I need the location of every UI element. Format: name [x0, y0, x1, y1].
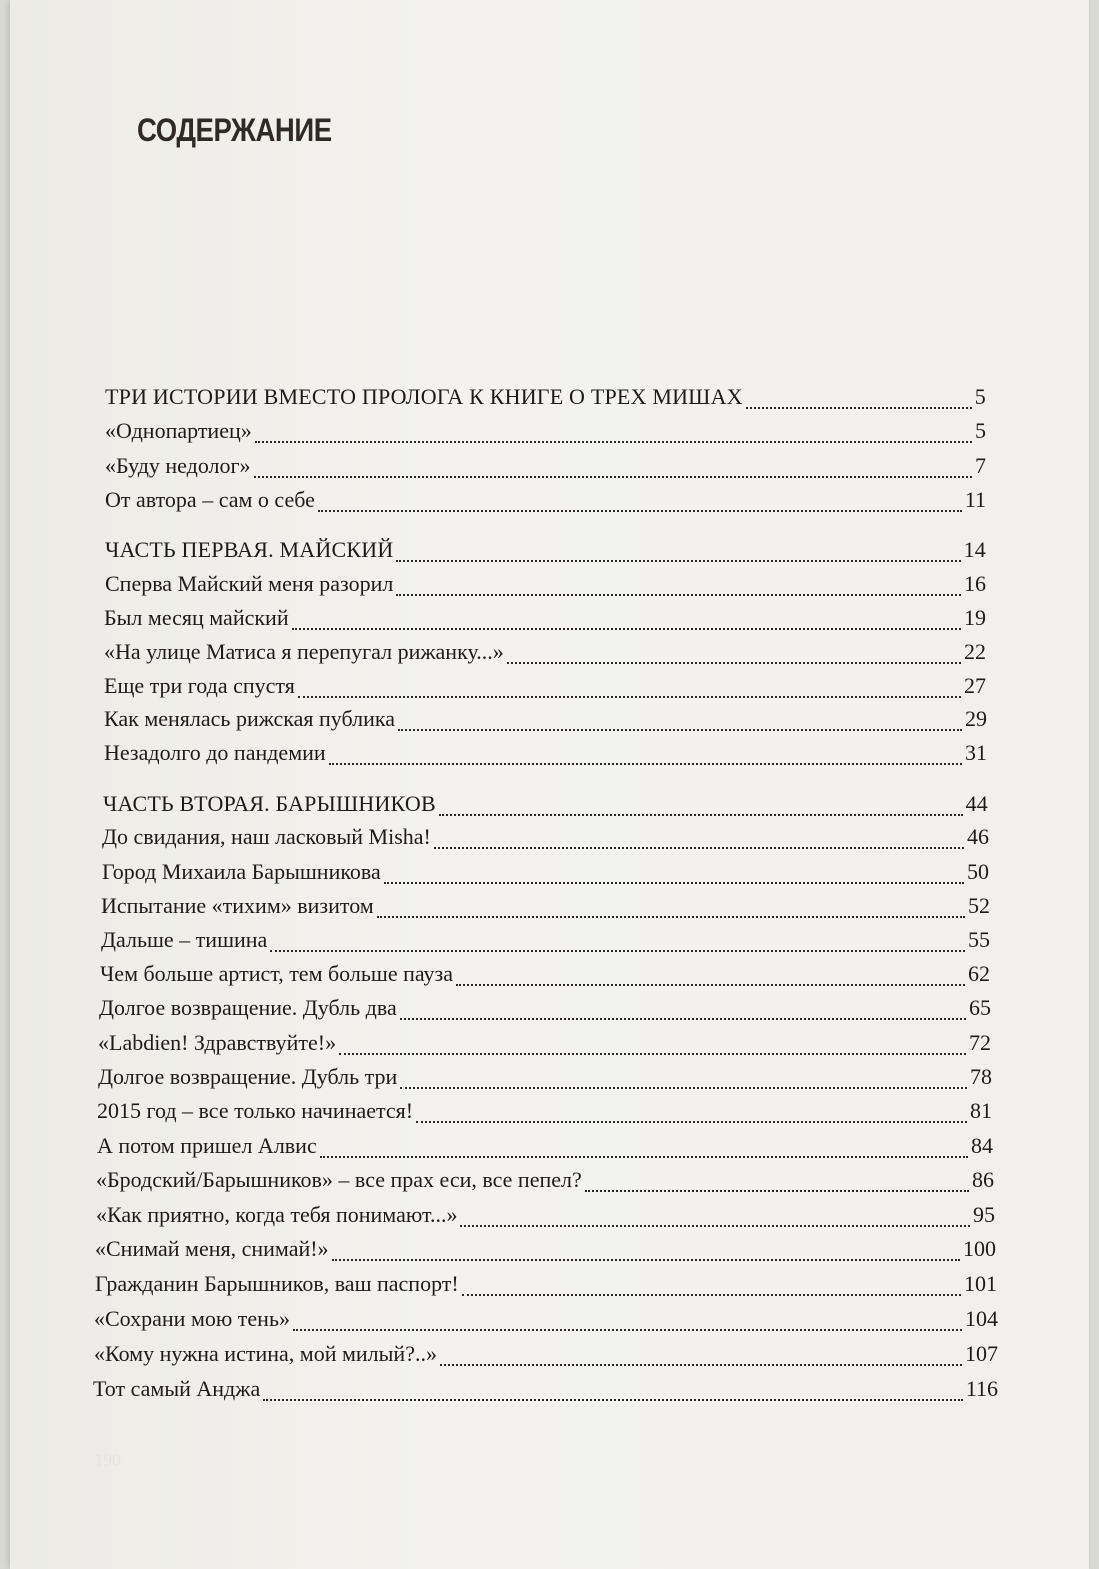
dot-leader — [440, 1363, 962, 1366]
entry-title: «На улице Матиса я перепугал рижанку...» — [104, 639, 504, 664]
toc-chapter-entry — [104, 673, 986, 707]
entry-page-number: 81 — [970, 1098, 992, 1123]
entry-title: Гражданин Барышников, ваш паспорт! — [95, 1271, 459, 1296]
entry-title: «Сохрани мою тень» — [94, 1306, 290, 1331]
toc-chapter-entry — [96, 1167, 994, 1201]
dot-leader — [462, 1293, 961, 1296]
toc-chapter-entry — [102, 859, 989, 893]
toc-part-entry — [105, 537, 986, 571]
toc-chapter-entry — [105, 453, 986, 487]
dot-leader — [255, 440, 972, 443]
dot-leader — [384, 881, 964, 884]
dot-leader — [292, 627, 961, 630]
toc-chapter-entry — [94, 1341, 998, 1375]
toc-chapter-entry — [102, 824, 989, 858]
entry-page-number: 50 — [967, 859, 989, 884]
entry-page-number: 86 — [972, 1167, 994, 1192]
toc-chapter-entry — [95, 1236, 996, 1270]
entry-title: ТРИ ИСТОРИИ ВМЕСТО ПРОЛОГА К КНИГЕ О ТРЕХ МИШАХ — [105, 384, 743, 409]
entry-title: Долгое возвращение. Дубль три — [98, 1064, 398, 1089]
entry-title: «Как приятно, когда тебя понимают...» — [96, 1202, 458, 1227]
dot-leader — [320, 1155, 968, 1158]
toc-chapter-entry — [94, 1306, 998, 1340]
entry-title: Сперва Майский меня разорил — [105, 571, 394, 596]
dot-leader — [746, 406, 972, 409]
entry-title: А потом пришел Алвис — [97, 1133, 317, 1158]
toc-chapter-entry — [104, 639, 986, 673]
dot-leader — [318, 509, 962, 512]
dot-leader — [400, 1017, 966, 1020]
entry-page-number: 46 — [967, 824, 989, 849]
dot-leader — [456, 983, 965, 986]
entry-title: «Буду недолог» — [105, 453, 251, 478]
dot-leader — [377, 915, 965, 918]
toc-chapter-entry — [101, 893, 990, 927]
entry-title: «Однопартиец» — [105, 418, 252, 443]
entry-title: 2015 год – все только начинается! — [97, 1098, 414, 1123]
dot-leader — [434, 846, 964, 849]
entry-title: Незадолго до пандемии — [104, 740, 326, 765]
toc-chapter-entry — [93, 1376, 998, 1410]
dot-leader — [298, 695, 961, 698]
entry-title: Еще три года спустя — [104, 673, 295, 698]
toc-chapter-entry — [105, 418, 986, 452]
entry-title: «Снимай меня, снимай!» — [95, 1236, 329, 1261]
toc-chapter-entry — [104, 605, 986, 639]
entry-page-number: 55 — [968, 927, 990, 952]
book-page — [10, 0, 1089, 1569]
toc-chapter-entry — [101, 927, 990, 961]
entry-title: Был месяц майский — [104, 605, 289, 630]
toc-heading: СОДЕРЖАНИЕ — [137, 112, 332, 148]
dot-leader — [396, 559, 960, 562]
entry-title: Как менялась рижская публика — [104, 706, 396, 731]
entry-title: Дальше – тишина — [101, 927, 268, 952]
entry-page-number: 107 — [965, 1341, 998, 1366]
dot-leader — [398, 728, 962, 731]
dot-leader — [396, 593, 961, 596]
entry-page-number: 62 — [968, 961, 990, 986]
toc-part-entry — [105, 384, 986, 418]
entry-page-number: 72 — [969, 1030, 991, 1055]
dot-leader — [329, 762, 962, 765]
entry-title: Испытание «тихим» визитом — [101, 893, 374, 918]
entry-page-number: 16 — [964, 571, 986, 596]
entry-page-number: 100 — [963, 1236, 996, 1261]
table-of-contents — [10, 0, 1089, 1569]
entry-title: Город Михаила Барышникова — [102, 859, 381, 884]
entry-title: «Labdien! Здравствуйте!» — [98, 1030, 337, 1055]
entry-title: Тот самый Анджа — [93, 1376, 261, 1401]
entry-title: Долгое возвращение. Дубль два — [99, 995, 397, 1020]
entry-page-number: 14 — [963, 537, 986, 562]
entry-page-number: 31 — [965, 740, 987, 765]
entry-page-number: 65 — [969, 995, 991, 1020]
dot-leader — [254, 475, 972, 478]
entry-page-number: 5 — [975, 418, 986, 443]
toc-part-entry — [103, 791, 988, 825]
entry-page-number: 101 — [964, 1271, 997, 1296]
dot-leader — [460, 1224, 970, 1227]
dot-leader — [332, 1258, 960, 1261]
toc-chapter-entry — [105, 487, 986, 521]
dot-leader — [507, 661, 961, 664]
toc-chapter-entry — [99, 995, 991, 1029]
toc-chapter-entry — [104, 740, 987, 774]
entry-page-number: 22 — [964, 639, 986, 664]
entry-page-number: 116 — [965, 1376, 998, 1401]
toc-chapter-entry — [105, 571, 986, 605]
entry-page-number: 19 — [964, 605, 986, 630]
dot-leader — [439, 813, 963, 816]
entry-title: От автора – сам о себе — [105, 487, 315, 512]
entry-page-number: 95 — [973, 1202, 995, 1227]
entry-page-number: 44 — [965, 791, 988, 816]
entry-title: ЧАСТЬ ВТОРАЯ. БАРЫШНИКОВ — [103, 791, 436, 816]
entry-page-number: 11 — [964, 487, 986, 512]
entry-page-number: 29 — [965, 706, 987, 731]
entry-page-number: 104 — [965, 1306, 998, 1331]
entry-title: ЧАСТЬ ПЕРВАЯ. МАЙСКИЙ — [105, 537, 394, 562]
entry-title: «Кому нужна истина, мой милый?..» — [94, 1341, 437, 1366]
dot-leader — [263, 1398, 963, 1401]
entry-title: Чем больше артист, тем больше пауза — [100, 961, 453, 986]
toc-chapter-entry — [97, 1098, 992, 1132]
toc-chapter-entry — [98, 1030, 991, 1064]
dot-leader — [293, 1328, 962, 1331]
dot-leader — [400, 1086, 967, 1089]
dot-leader — [416, 1120, 967, 1123]
entry-page-number: 78 — [970, 1064, 992, 1089]
entry-page-number: 84 — [971, 1133, 993, 1158]
entry-title: «Бродский/Барышников» – все прах еси, все пепел? — [96, 1167, 582, 1192]
dot-leader — [270, 949, 965, 952]
entry-page-number: 27 — [964, 673, 986, 698]
toc-chapter-entry — [95, 1271, 997, 1305]
toc-chapter-entry — [100, 961, 990, 995]
dot-leader — [339, 1052, 966, 1055]
toc-chapter-entry — [98, 1064, 992, 1098]
toc-chapter-entry — [96, 1202, 995, 1236]
entry-page-number: 7 — [975, 453, 986, 478]
page-number: 190 — [94, 1450, 121, 1470]
entry-page-number: 5 — [974, 384, 986, 409]
toc-chapter-entry — [97, 1133, 993, 1167]
dot-leader — [585, 1189, 969, 1192]
toc-chapter-entry — [104, 706, 987, 740]
entry-title: До свидания, наш ласковый Misha! — [102, 824, 431, 849]
entry-page-number: 52 — [968, 893, 990, 918]
